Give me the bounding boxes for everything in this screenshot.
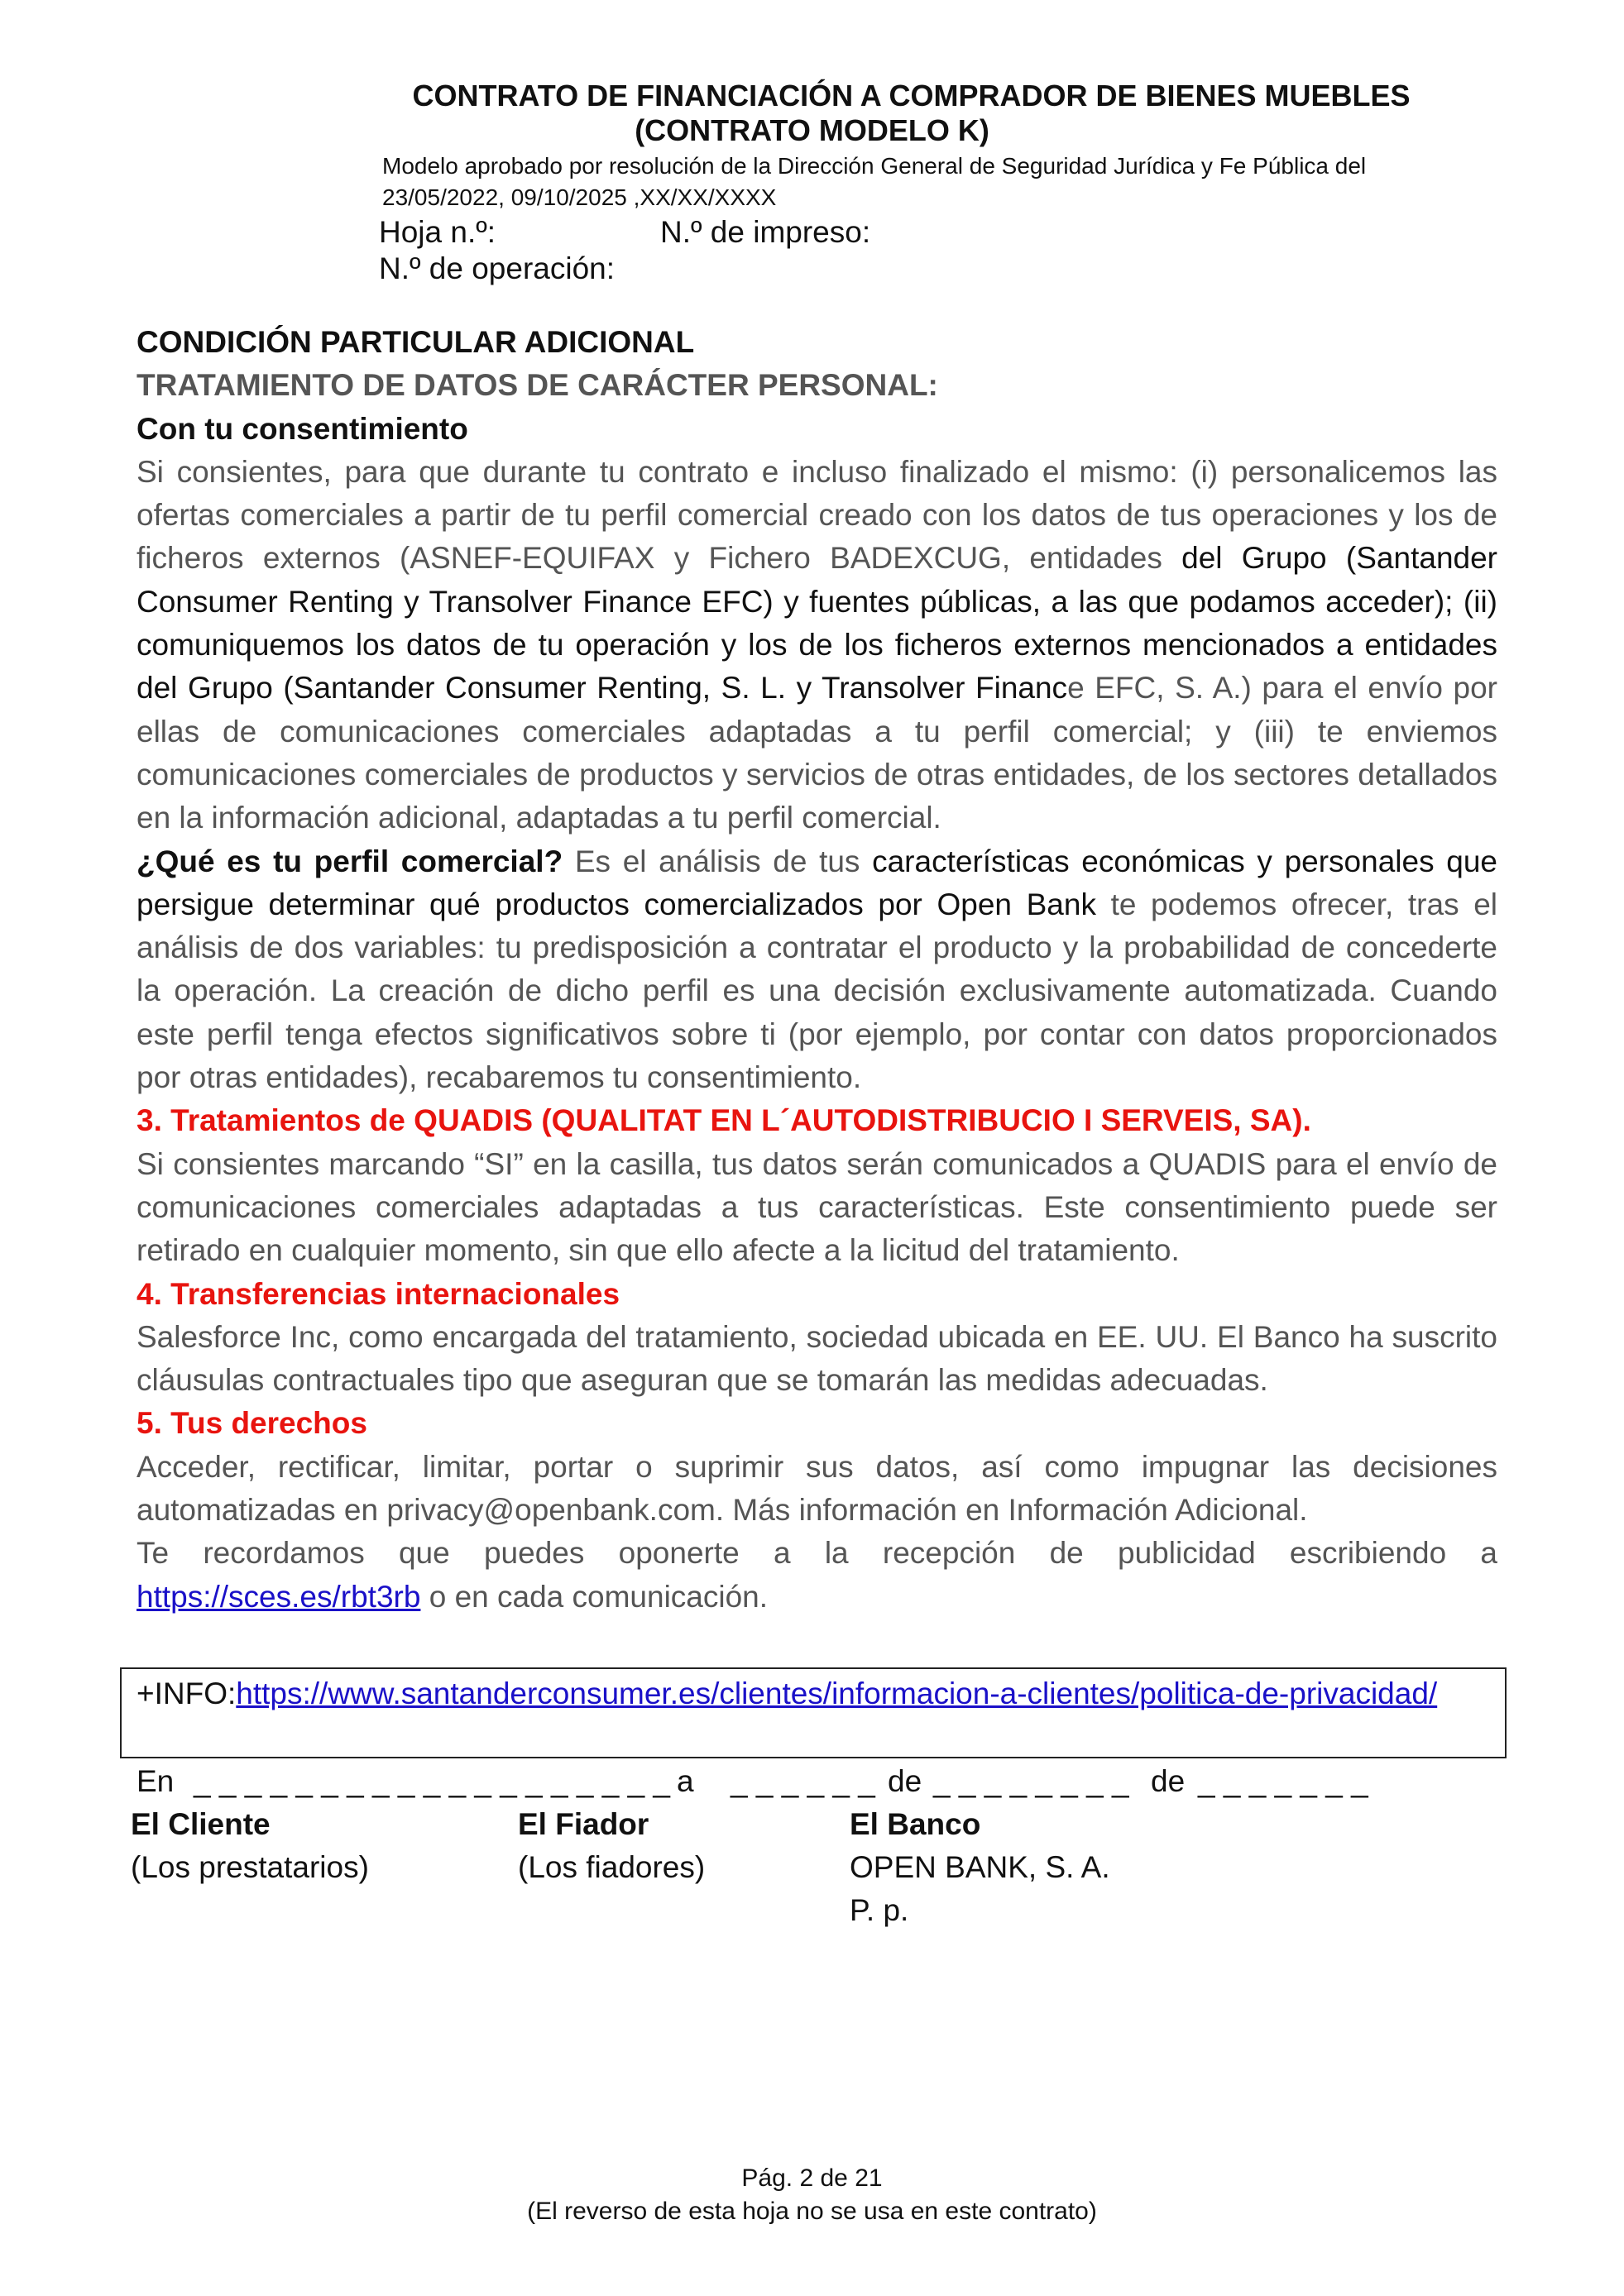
client-subtitle: (Los prestatarios) — [131, 1850, 369, 1884]
section-title: CONDICIÓN PARTICULAR ADICIONAL — [137, 325, 695, 359]
section-5-heading: 5. Tus derechos — [137, 1406, 367, 1441]
consent-heading: Con tu consentimiento — [137, 411, 468, 446]
consent-text-c: e EFC, S. A.) para el envío por ellas de comunicaciones comerciales adaptadas a tu perfil comercial; y (iii) te enviemos comunicaciones comerciales de productos y servicios de otras entidades, de los sectores detallados en la información adicional, adaptadas a tu perfil comercial. — [137, 671, 1497, 835]
privacy-policy-link[interactable]: https://www.santanderconsumer.es/clientes/informacion-a-clientes/politica-de-privacidad/ — [236, 1677, 1438, 1710]
reverse-note: (El reverso de esta hoja no se usa en este contrato) — [527, 2198, 1097, 2225]
bank-title: El Banco — [850, 1807, 981, 1841]
sheet-number-label: Hoja n.º: — [379, 215, 496, 249]
opt-out-text-b: o en cada comunicación. — [420, 1579, 769, 1614]
place-label: En — [137, 1764, 175, 1798]
day-blank: _ _ _ _ _ _ — [731, 1764, 875, 1798]
section-4-heading: 4. Transferencias internacionales — [137, 1276, 620, 1311]
profile-question: ¿Qué es tu perfil comercial? — [137, 844, 563, 878]
signature-bank — [850, 1803, 1110, 1932]
date-de-label-2: de — [1151, 1764, 1186, 1798]
main-content — [137, 321, 1497, 1619]
profile-paragraph — [137, 840, 1497, 1100]
year-blank: _ _ _ _ _ _ _ — [1198, 1764, 1368, 1798]
print-number-label: N.º de impreso: — [660, 215, 871, 249]
profile-text-c: te podemos ofrecer, tras el análisis de dos variables: tu predisposición a contratar el producto y la probabilidad de concederte la operación. La creación de dicho perfil es una decisión exclusivamente automatizada. Cuando este perfil tenga efectos significativos sobre ti (por ejemplo, por contar con datos proporcionados por otras entidades), recabaremos tu consentimiento. — [137, 887, 1497, 1095]
place-blank: _ _ _ _ _ _ _ _ _ _ _ _ _ _ _ _ _ _ _ — [194, 1764, 671, 1798]
opt-out-link[interactable]: https://sces.es/rbt3rb — [137, 1579, 421, 1614]
section-5-body: Acceder, rectificar, limitar, portar o suprimir sus datos, así como impugnar las decisiones automatizadas en privacy@openbank.com. Más información en Información Adicional. — [137, 1449, 1497, 1528]
bank-pp: P. p. — [850, 1893, 909, 1927]
profile-text-a: Es el análisis de tus — [563, 844, 873, 878]
opt-out-text-a: Te recordamos que puedes oponerte a la recepción de publicidad escribiendo a — [137, 1536, 1497, 1571]
profile-text-b: características económicas y personales que persigue determinar qué productos comercializados por Open Bank — [137, 844, 1497, 921]
page-number: Pág. 2 de 21 — [741, 2164, 883, 2192]
signature-guarantor — [518, 1803, 705, 1889]
bank-name: OPEN BANK, S. A. — [850, 1850, 1110, 1884]
date-a-label: a — [677, 1764, 694, 1798]
section-subtitle: TRATAMIENTO DE DATOS DE CARÁCTER PERSONAL: — [137, 368, 938, 403]
section-3-body: Si consientes marcando “SI” en la casilla, tus datos serán comunicados a QUADIS para el envío de comunicaciones comerciales adaptadas a tus características. Este consentimiento puede ser retirado en cualquier momento, sin que ello afecte a la licitud del tratamiento. — [137, 1146, 1497, 1268]
consent-paragraph — [137, 451, 1497, 840]
consent-text-b: del Grupo (Santander Consumer Renting y Transolver Finance EFC) y fuentes públicas, a las que podamos acceder); (ii) comuniquemos los datos de tu operación y los de los ficheros externos mencionados a entidades del Grupo (Santander Consumer Renting, S. L. y Transolver Financ — [137, 541, 1497, 706]
guarantor-subtitle: (Los fiadores) — [518, 1850, 706, 1884]
opt-out-paragraph — [137, 1532, 1497, 1619]
approval-note — [382, 151, 1458, 213]
client-title: El Cliente — [131, 1807, 271, 1841]
month-blank: _ _ _ _ _ _ _ _ — [933, 1764, 1129, 1798]
operation-number-label: N.º de operación: — [379, 251, 616, 285]
date-de-label-1: de — [888, 1764, 922, 1798]
document-title: CONTRATO DE FINANCIACIÓN A COMPRADOR DE BIENES MUEBLES — [412, 79, 1411, 112]
section-3-heading: 3. Tratamientos de QUADIS (QUALITAT EN L´AUTODISTRIBUCIO I SERVEIS, SA). — [137, 1103, 1311, 1138]
section-4-body: Salesforce Inc, como encargada del tratamiento, sociedad ubicada en EE. UU. El Banco ha suscrito cláusulas contractuales tipo que aseguran que se tomarán las medidas adecuadas. — [137, 1319, 1497, 1398]
signature-client — [131, 1803, 369, 1889]
document-subtitle: (CONTRATO MODELO K) — [635, 113, 989, 147]
info-prefix: +INFO: — [137, 1677, 237, 1710]
approval-line-2: 23/05/2022, 09/10/2025 ,XX/XX/XXXX — [382, 184, 777, 210]
info-box — [120, 1667, 1507, 1758]
guarantor-title: El Fiador — [518, 1807, 649, 1841]
approval-line-1: Modelo aprobado por resolución de la Dirección General de Seguridad Jurídica y Fe Pública del — [382, 153, 1367, 179]
consent-text-a: Si consientes, para que durante tu contrato e incluso finalizado el mismo: (i) personalicemos las ofertas comerciales a partir de tu perfil comercial creado con los datos de tus operaciones y los de ficheros externos (ASNEF-EQUIFAX y Fichero BADEXCUG, entidades — [137, 454, 1497, 576]
